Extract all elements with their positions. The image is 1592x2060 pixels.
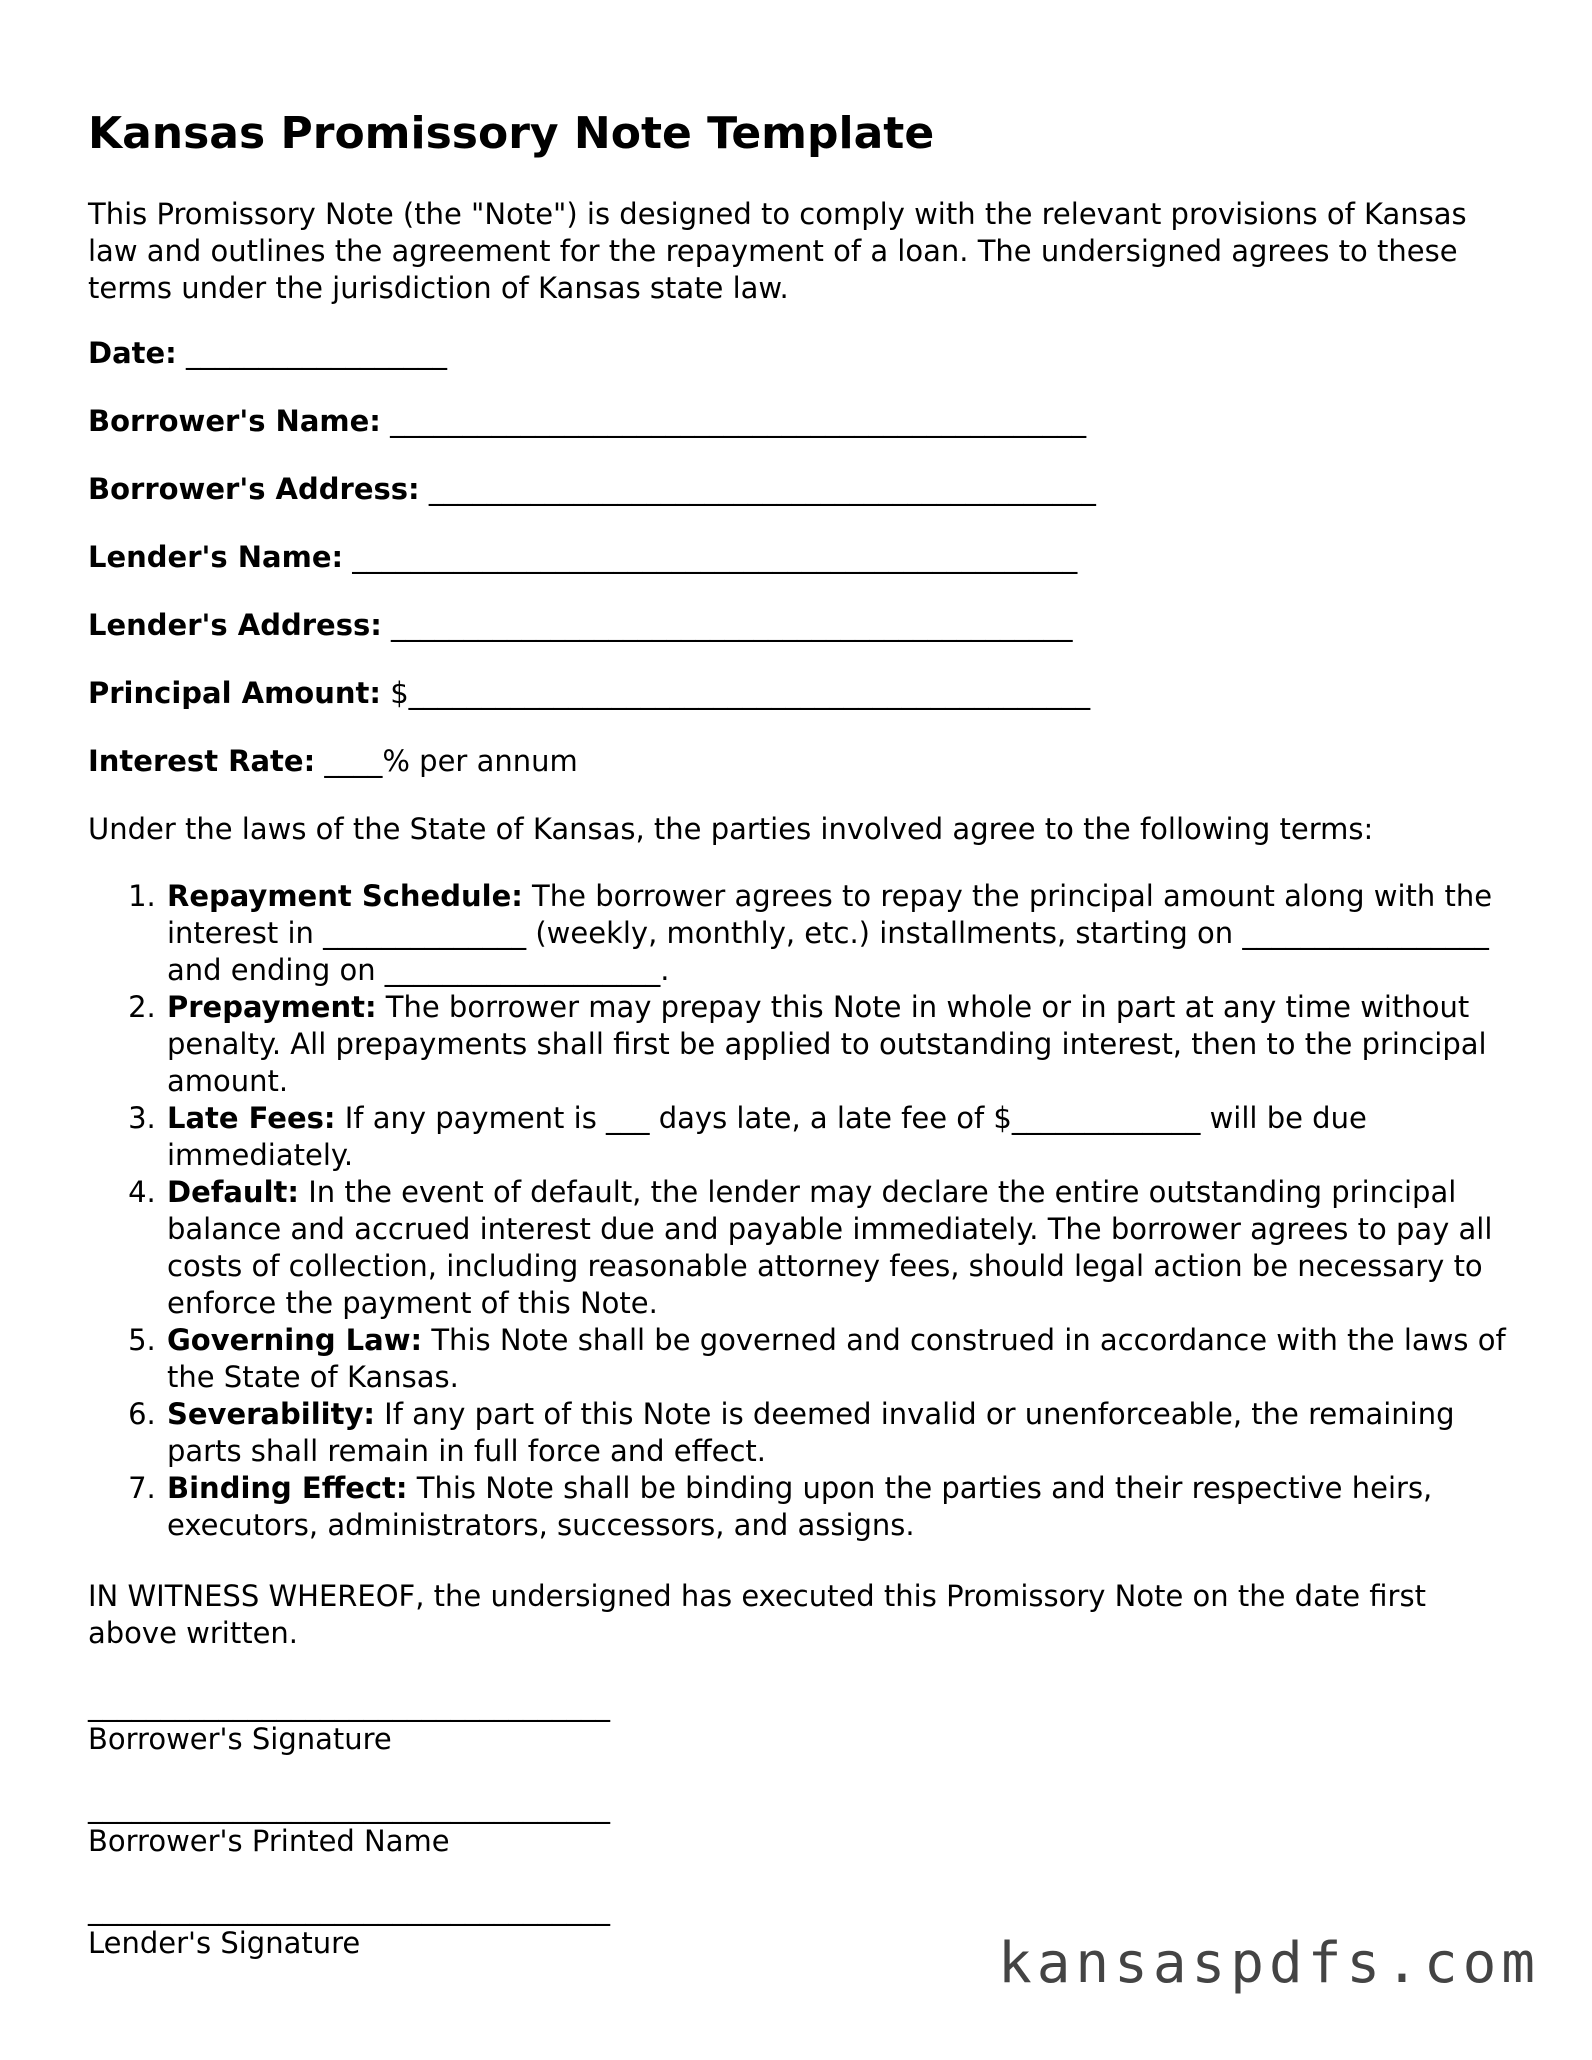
term-repayment-schedule [165, 878, 1508, 989]
terms-list [88, 878, 1508, 1544]
signature-label: Borrower's Signature [88, 1722, 392, 1756]
field-label: Interest Rate: [88, 744, 316, 778]
witness-paragraph: IN WITNESS WHEREOF, the undersigned has executed this Promissory Note on the date first above written. [88, 1579, 1426, 1650]
interest-rate-field [88, 743, 1508, 780]
field-label: Date: [88, 336, 177, 370]
field-blank: __________________ [176, 336, 447, 370]
term-text: The borrower agrees to repay the principal amount along with the interest in ______________ (weekly, monthly, etc.) installments, starting on _________________ and ending on ___________________. [167, 879, 1493, 987]
borrower-name-field [88, 403, 1508, 440]
term-text: This Note shall be governed and construed in accordance with the laws of the State of Kansas. [167, 1323, 1506, 1394]
term-heading: Late Fees: [167, 1101, 336, 1135]
term-heading: Governing Law: [167, 1323, 423, 1357]
borrower-address-field [88, 471, 1508, 508]
page-title: Kansas Promissory Note Template [88, 108, 935, 159]
lender-address-field [88, 607, 1508, 644]
term-text: If any part of this Note is deemed invalid or unenforceable, the remaining parts shall remain in full force and effect. [167, 1397, 1455, 1468]
term-governing-law [165, 1322, 1508, 1396]
field-label: Borrower's Name: [88, 404, 381, 438]
field-label: Lender's Name: [88, 540, 344, 574]
term-heading: Default: [167, 1175, 299, 1209]
intro-paragraph: This Promissory Note (the "Note") is designed to comply with the relevant provisions of Kansas law and outlines the agreement for the repayment of a loan. The undersigned agrees to these terms under the jurisdiction of Kansas state law. [88, 197, 1467, 305]
site-watermark: kansaspdfs.com [997, 1931, 1540, 1996]
field-label: Borrower's Address: [88, 472, 420, 506]
signature-line: ____________________________________ [88, 1688, 610, 1722]
borrower-signature-block [88, 1690, 1508, 1758]
principal-amount-field [88, 675, 1508, 712]
signature-label: Borrower's Printed Name [88, 1824, 450, 1858]
signature-line: ____________________________________ [88, 1790, 610, 1824]
term-heading: Binding Effect: [167, 1471, 408, 1505]
borrower-printed-name-block [88, 1792, 1508, 1860]
field-blank: ____% per annum [315, 744, 578, 778]
date-field [88, 335, 1508, 372]
term-text: The borrower may prepay this Note in whole or in part at any time without penalty. All prepayments shall first be applied to outstanding interest, then to the principal amount. [167, 990, 1487, 1098]
term-heading: Repayment Schedule: [167, 879, 523, 913]
field-blank: ________________________________________________ [380, 404, 1087, 438]
term-severability [165, 1396, 1508, 1470]
term-binding-effect [165, 1470, 1508, 1544]
term-text: In the event of default, the lender may declare the entire outstanding principal balance and accrued interest due and payable immediately. The borrower agrees to pay all costs of collection, including reasonable attorney fees, should legal action be necessary to enforce the payment of this Note. [167, 1175, 1493, 1320]
term-text: If any payment is ___ days late, a late fee of $_____________ will be due immediately. [167, 1101, 1367, 1172]
term-heading: Severability: [167, 1397, 375, 1431]
term-prepayment [165, 989, 1508, 1100]
document-page [88, 108, 1508, 1996]
field-blank: _______________________________________________ [381, 608, 1073, 642]
field-blank: __________________________________________________ [343, 540, 1078, 574]
field-label: Principal Amount: [88, 676, 381, 710]
field-blank: ______________________________________________ [419, 472, 1096, 506]
term-text: This Note shall be binding upon the parties and their respective heirs, executors, administrators, successors, and assigns. [167, 1471, 1433, 1542]
term-heading: Prepayment: [167, 990, 377, 1024]
term-late-fees [165, 1100, 1508, 1174]
signature-line: ____________________________________ [88, 1892, 610, 1926]
term-default [165, 1174, 1508, 1322]
signature-label: Lender's Signature [88, 1926, 361, 1960]
field-blank: $_______________________________________________ [380, 676, 1091, 710]
terms-intro: Under the laws of the State of Kansas, the parties involved agree to the following terms: [88, 812, 1374, 846]
lender-name-field [88, 539, 1508, 576]
field-label: Lender's Address: [88, 608, 382, 642]
